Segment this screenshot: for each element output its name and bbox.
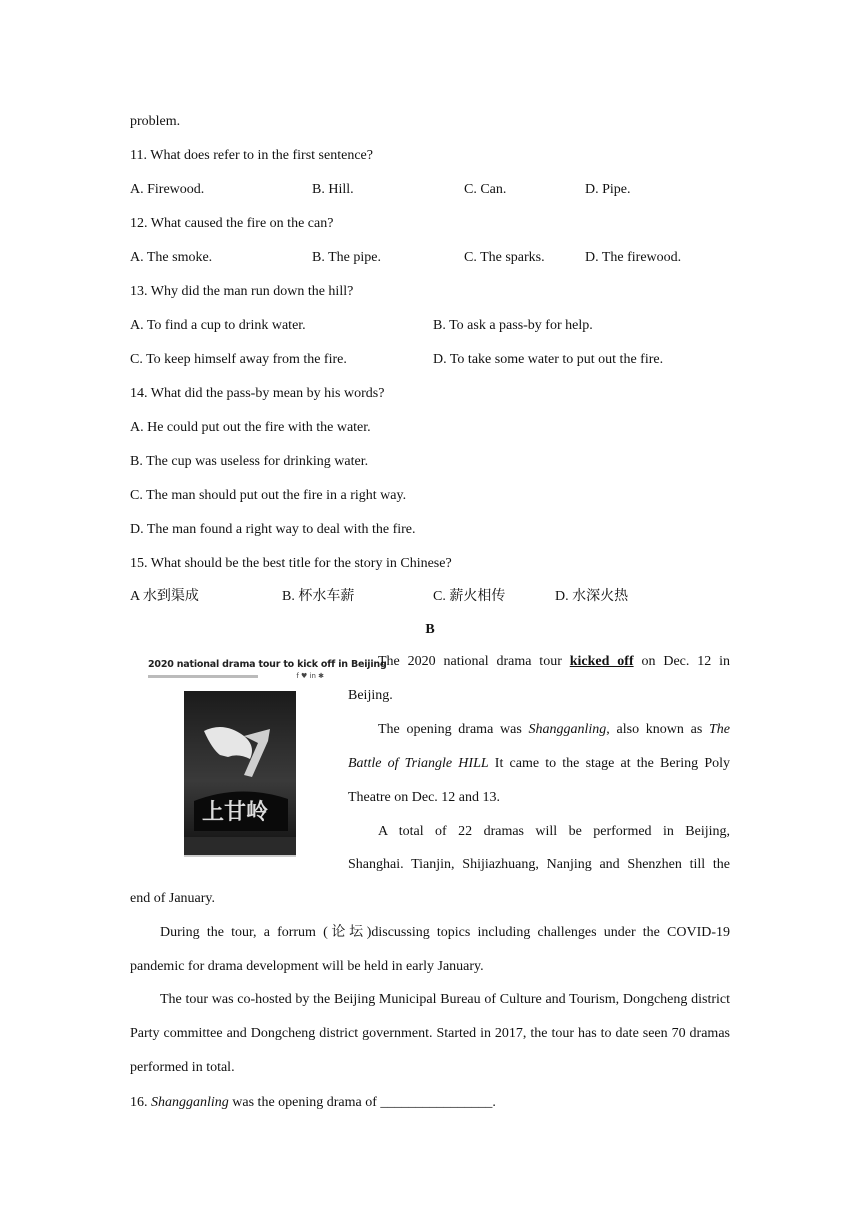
article-paragraph-3-line-2: Shanghai. Tianjin, Shijiazhuang, Nanjing and Shenzhen till the [348,857,730,872]
question-14: 14. What did the pass-by mean by his words? [130,386,385,401]
option-b: B. Hill. [312,182,354,197]
question-12: 12. What caused the fire on the can? [130,216,334,231]
option-c: C. 薪火相传 [433,589,506,604]
option-d: D. 水深火热 [555,589,629,604]
option-b: B. 杯水车薪 [282,589,355,604]
news-poster-image [146,655,387,860]
question-11: 11. What does refer to in the first sentence? [130,148,373,163]
article-paragraph-4: During the tour, a forrum (论坛)discussing topics including challenges under the COVID-19 pandemic for drama development will be held in early January. [130,925,730,974]
option-b: B. To ask a pass-by for help. [433,318,593,333]
option-a: A. He could put out the fire with the water. [130,420,371,435]
option-b: B. The pipe. [312,250,381,265]
option-c: C. The man should put out the fire in a right way. [130,488,407,503]
svg-text:上甘岭: 上甘岭 [202,800,269,825]
poster-subtitle-bar [148,675,258,678]
option-d: D. The man found a right way to deal with the fire. [130,522,416,537]
top-fragment: problem. [130,114,181,129]
option-d: D. Pipe. [585,182,631,197]
option-c: C. To keep himself away from the fire. [130,352,347,367]
article-paragraph-3-line-3: end of January. [130,891,216,906]
article-paragraph-2: The opening drama was Shangganling, also known as The Battle of Triangle HILL It came to the stage at the Bering Poly Theatre on Dec. 12 and 13. [348,722,731,805]
option-d: D. To take some water to put out the fire. [433,352,664,367]
option-a: A. Firewood. [130,182,205,197]
article-paragraph-1: The 2020 national drama tour kicked off on Dec. 12 in Beijing. [348,654,730,703]
option-a: A 水到渠成 [130,589,199,604]
drama-poster-photo [184,691,296,855]
poster-caption-bar [184,855,296,857]
option-a: A. To find a cup to drink water. [130,318,306,333]
article-paragraph-3-line-1: A total of 22 dramas will be performed in Beijing, [378,824,730,839]
question-13: 13. Why did the man run down the hill? [130,284,354,299]
option-b: B. The cup was useless for drinking water. [130,454,369,469]
question-15: 15. What should be the best title for the story in Chinese? [130,556,452,571]
question-16: 16. Shangganling was the opening drama of ________________. [130,1095,496,1110]
article-paragraph-5: The tour was co-hosted by the Beijing Municipal Bureau of Culture and Tourism, Dongcheng district Party committee and Dongcheng district government. Started in 2017, the tour has to date seen 70 dramas performed in total. [130,992,730,1075]
poster-title: 2020 national drama tour to kick off in Beijing [148,659,387,670]
section-heading: B [425,622,435,637]
share-icons: f ♥ in ✱ [296,672,324,680]
option-a: A. The smoke. [130,250,213,265]
option-c: C. The sparks. [464,250,545,265]
option-c: C. Can. [464,182,507,197]
option-d: D. The firewood. [585,250,682,265]
kicked-off-phrase: kicked off [569,654,634,669]
